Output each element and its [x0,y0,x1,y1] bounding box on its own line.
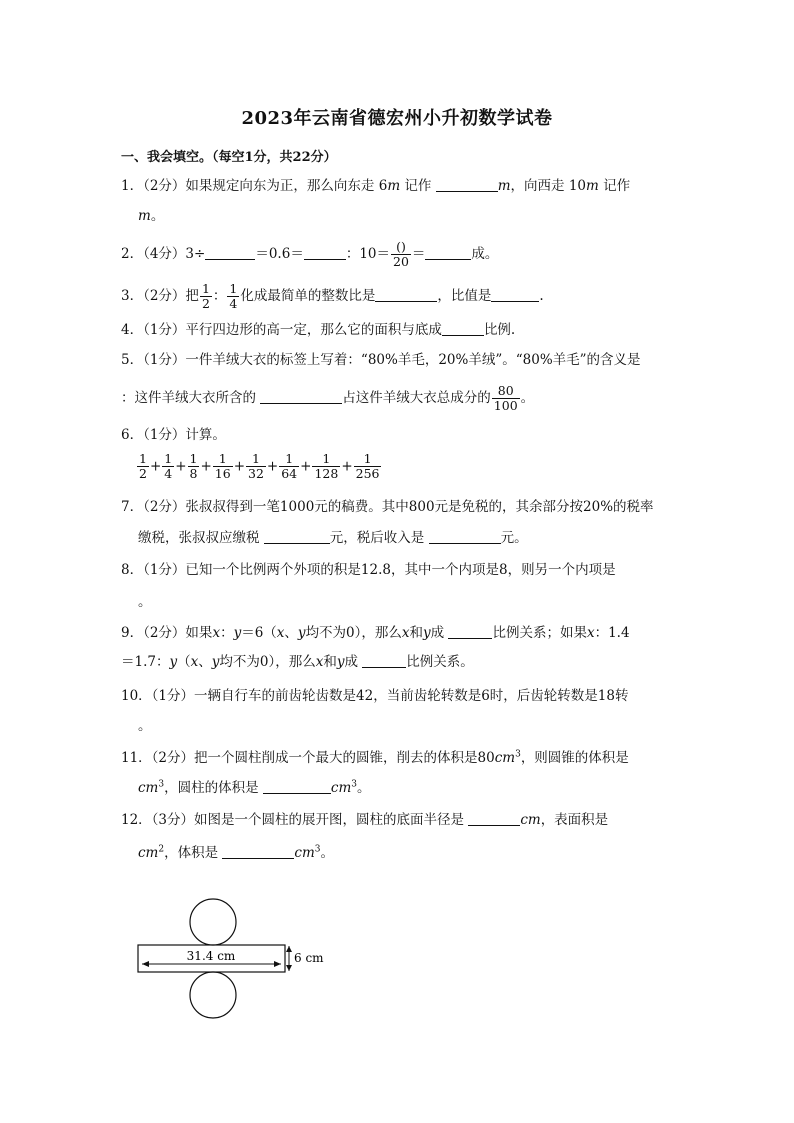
top-circle [190,899,236,945]
question-10-cont: 。 [138,718,152,734]
question-9-cont: ＝1.7：y（x、y均不为0），那么x和y成 比例关系。 [121,654,474,670]
answer-blank[interactable] [436,177,498,192]
plus-sign: + [266,458,279,475]
question-11-cont: $cm^3$，圆柱的体积是 $cm^3$。 [138,779,371,796]
fraction: $\frac{1}{4}$ [229,281,238,311]
cylinder-net-figure [130,894,330,1026]
fraction: $\frac{80}{100}$ [493,383,518,413]
fraction: $\frac{1}{16}$ [214,451,231,481]
arrow-head-down [286,965,292,971]
answer-blank[interactable] [425,245,471,260]
answer-blank[interactable] [264,529,330,544]
plus-sign: + [341,458,353,475]
plus-sign: + [175,458,187,475]
question-1: 1．（2分）如果规定向东为正，那么向东走 6m 记作 m，向西走 10m 记作 [121,178,631,194]
fraction: $\frac{1}{4}$ [164,451,173,481]
question-12-cont: $cm^2$，体积是 $cm^3$。 [138,844,335,861]
exam-title: 2023年云南省德宏州小升初数学试卷 [241,108,553,129]
question-10: 10．（1分）一辆自行车的前齿轮齿数是42，当前齿轮转数是6时，后齿轮转数是18转 [121,688,629,704]
answer-blank[interactable] [205,245,255,260]
fraction: $\frac{1}{2}$ [139,451,147,481]
question-4: 4．（1分）平行四边形的高一定，那么它的面积与底成 比例. [121,322,516,338]
answer-blank[interactable] [491,287,539,302]
fraction: $\frac{1}{64}$ [281,451,298,481]
fraction: $\frac{()}{20}$ [393,239,409,269]
answer-blank[interactable] [304,245,346,260]
fraction: $\frac{1}{128}$ [314,451,339,481]
question-11: 11．（2分）把一个圆柱削成一个最大的圆锥，削去的体积是$80cm^3$，则圆锥的体积是 [121,749,629,766]
fraction: $\frac{1}{2}$ [201,281,210,311]
question-6-expression [136,452,382,481]
answer-blank[interactable] [263,779,331,794]
fraction: $\frac{1}{8}$ [189,451,198,481]
arrow-head-left [142,961,149,967]
bottom-circle [190,972,236,1018]
question-5-cont: ：这件羊绒大衣所含的 占这件羊绒大衣总成分的 $\frac{80}{100}$ 。 [121,383,535,413]
answer-blank[interactable] [375,287,437,302]
answer-blank[interactable] [442,321,484,336]
fraction: $\frac{1}{32}$ [248,451,264,481]
width-label: 31.4 cm [186,949,236,963]
question-2: 2．（4分）3÷ ＝0.6＝ ：10＝ $\frac{()}{20}$ ＝ 成。 [121,239,499,269]
question-1-cont: m。 [138,208,165,224]
question-12: 12．（3分）如图是一个圆柱的展开图，圆柱的底面半径是 cm，表面积是 [121,812,609,828]
answer-blank[interactable] [429,529,501,544]
answer-blank[interactable] [260,389,342,404]
section-heading: 一、我会填空。（每空1分，共22分） [121,150,337,165]
question-9: 9．（2分）如果x：y＝6（x、y均不为0），那么x和y成 比例关系；如果x：1.4 [121,625,630,641]
height-label: 6 cm [294,951,324,965]
plus-sign: + [200,458,212,475]
question-8: 8．（1分）已知一个比例两个外项的积是12.8，其中一个内项是8，则另一个内项是 [121,562,616,578]
plus-sign: + [300,458,312,475]
question-7: 7．（2分）张叔叔得到一笔1000元的稿费。其中800元是免税的，其余部分按20%的税率 [121,499,654,515]
plus-sign: + [149,458,162,475]
arrow-head-up [286,946,292,952]
answer-blank[interactable] [468,811,520,826]
question-8-cont: 。 [138,594,152,610]
arrow-head-right [274,961,281,967]
answer-blank[interactable] [222,844,294,859]
question-7-cont: 缴税，张叔叔应缴税 元，税后收入是 元。 [138,530,528,546]
plus-sign: + [233,458,246,475]
question-3: 3．（2分）把 $\frac{1}{2}$ ： $\frac{1}{4}$ 化成最简单的整数比是 ，比值是 . [121,281,544,311]
fraction: $\frac{1}{256}$ [355,451,380,481]
answer-blank[interactable] [448,624,492,639]
answer-blank[interactable] [362,653,406,668]
question-5: 5．（1分）一件羊绒大衣的标签上写着：“80%羊毛，20%羊绒”。“80%羊毛”的含义是 [121,352,641,368]
question-6: 6．（1分）计算。 [121,427,226,443]
